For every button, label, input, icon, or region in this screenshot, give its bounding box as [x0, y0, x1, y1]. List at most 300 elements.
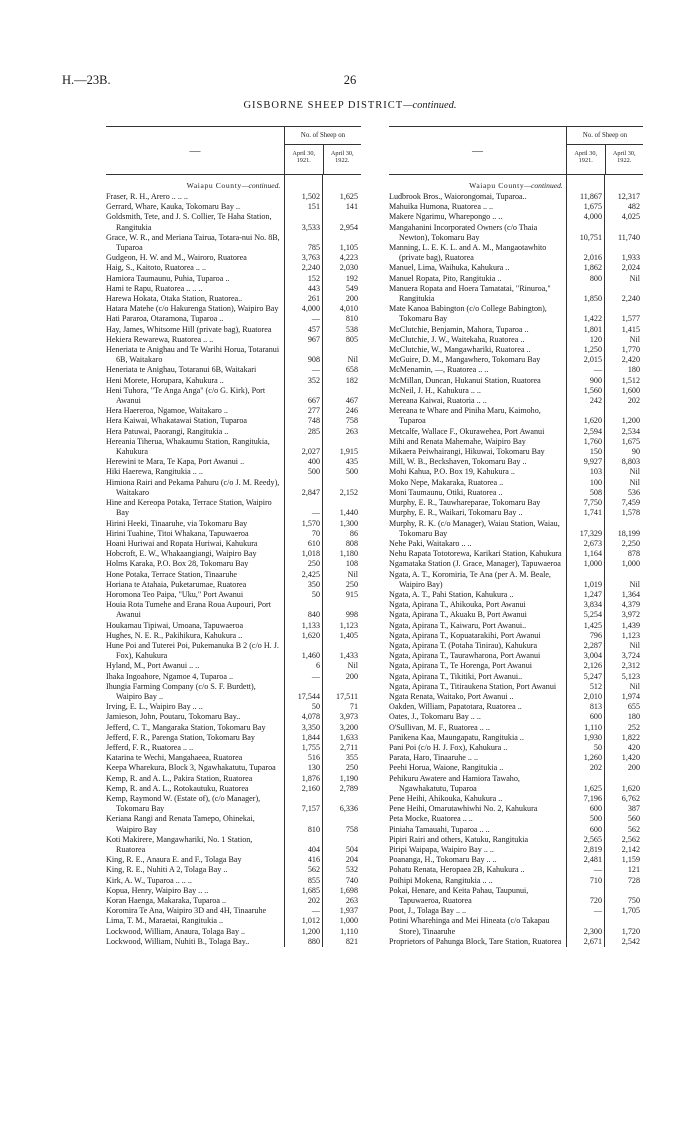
count-1922: 482	[627, 202, 640, 212]
count-1922: 3,200	[339, 722, 358, 732]
count-1922: 1,405	[339, 630, 358, 640]
page-number: 26	[343, 73, 357, 87]
owner-name: Ludbrook Bros., Waiorongomai, Tuparoa..	[389, 192, 527, 201]
owner-name: Mereana te Whare and Piniha Maru, Kaimoho, Tuparoa	[389, 406, 541, 426]
count-1922: 500	[345, 467, 358, 477]
count-1921: 2,481	[583, 855, 602, 865]
owner-name: Hereania Tiherua, Whakaumu Station, Rangitukia, Kahukura	[106, 436, 270, 457]
table-row	[389, 672, 643, 682]
count-1922: 2,534	[621, 426, 640, 436]
owner-name: McMenamin, —, Ruatorea .. ..	[389, 365, 489, 375]
count-1922: 821	[345, 936, 358, 946]
count-1922: 246	[345, 406, 358, 416]
count-1922: 4,223	[339, 253, 358, 263]
table-row	[106, 814, 361, 834]
count-1922: Nil	[629, 681, 640, 691]
owner-name: Mihi and Renata Mahemahe, Waipiro Bay	[389, 436, 526, 446]
owner-name: Koromira Te Ana, Waipiro 3D and 4H, Tinaaruhe	[106, 906, 267, 916]
owner-name: Hera Haereroa, Ngamoe, Waitakaro ..	[106, 406, 228, 416]
count-1922: 3,973	[339, 712, 358, 722]
count-1921: 4,000	[583, 212, 602, 222]
table-row	[389, 651, 643, 661]
owner-name: Heneriata te Anighau, Totaranui 6B, Waitakari	[106, 365, 257, 375]
row-list	[389, 192, 643, 947]
count-1922: 2,420	[621, 355, 640, 365]
owner-name: Hobcroft, E. W., Whakaangiangi, Waipiro Bay	[106, 549, 257, 559]
count-1922: 1,123	[621, 630, 640, 640]
count-1921: 2,425	[301, 569, 320, 579]
count-1922: 6,762	[621, 793, 640, 803]
owner-name: Hirini Heeki, Tinaaruhe, via Tokomaru Bay	[106, 518, 248, 528]
table-row	[106, 876, 361, 886]
table-row	[389, 498, 643, 508]
count-1921: 242	[589, 396, 602, 406]
count-1922: 3,724	[621, 651, 640, 661]
table-row	[106, 325, 361, 335]
owner-name: Pipiri Rairi and others, Katuku, Rangitukia	[389, 834, 529, 844]
table-row	[389, 733, 643, 743]
count-1921: 2,010	[583, 691, 602, 701]
count-1922: 2,954	[339, 222, 358, 232]
table-row	[389, 723, 643, 733]
table-row	[106, 498, 361, 518]
count-1921: 710	[589, 875, 602, 885]
table-row	[106, 641, 361, 661]
owner-name: Horomona Teo Paipa, "Uku," Port Awanui	[106, 589, 244, 599]
count-1921: 277	[307, 406, 320, 416]
count-1921: 6	[315, 661, 320, 671]
count-1921: 2,240	[301, 263, 320, 273]
table-row	[106, 927, 361, 937]
count-1922: 6,336	[339, 804, 358, 814]
count-1922: 1,578	[621, 508, 640, 518]
owner-name: Moko Nepe, Makaraka, Ruatorea ..	[389, 477, 504, 487]
table-row	[106, 253, 361, 263]
owner-name: Hay, James, Whitsome Hill (private bag), Ruatorea	[106, 324, 272, 334]
count-1922: 11,740	[618, 232, 640, 242]
count-1921: 610	[307, 538, 320, 548]
count-1922: 17,511	[336, 691, 358, 701]
table-row	[389, 559, 643, 569]
count-1922: 355	[345, 753, 358, 763]
count-1921: 202	[589, 763, 602, 773]
owner-name: Holms Karaka, P.O. Box 28, Tokomaru Bay	[106, 559, 249, 569]
table-row	[106, 794, 361, 814]
count-1921: 17,544	[297, 691, 320, 701]
count-1921: 840	[307, 610, 320, 620]
count-1921: 70	[311, 528, 320, 538]
row-list	[106, 192, 361, 947]
table-row	[389, 610, 643, 620]
table-header	[389, 126, 643, 175]
owner-name: Irving, E. L., Waipiro Bay .. ..	[106, 702, 203, 712]
count-1921: —	[593, 906, 602, 916]
count-1921: 748	[307, 416, 320, 426]
count-1922: 1,770	[621, 345, 640, 355]
count-1921: 151	[307, 202, 320, 212]
section-heading: Waiapu County—continued.	[469, 181, 563, 190]
owner-name: Hune Poi and Tuterei Poi, Pukemanuka B 2 (c/o H. J. Fox), Kahukura	[106, 640, 279, 661]
count-1922: Nil	[629, 334, 640, 344]
count-1921: 1,620	[301, 630, 320, 640]
count-1922: 200	[345, 671, 358, 681]
owner-name: Pohatu Renata, Heropaea 2B, Kahukura ..	[389, 865, 525, 875]
table-row	[389, 855, 643, 865]
count-1921: 400	[307, 457, 320, 467]
table-row	[389, 549, 643, 559]
table-row	[106, 906, 361, 916]
count-1921: 1,000	[583, 559, 602, 569]
count-1922: Nil	[347, 569, 358, 579]
count-1921: 1,876	[301, 773, 320, 783]
owner-name: Kirk, A. W., Tuparoa .. .. ..	[106, 875, 192, 885]
table-row	[106, 682, 361, 702]
owner-name: Jamieson, John, Poutaru, Tokomaru Bay..	[106, 712, 241, 722]
count-1921: 1,110	[584, 722, 602, 732]
owner-name: Manuera Ropata and Hoera Tamatatai, "Rinuroa," Rangitukia	[389, 283, 551, 304]
count-1922: 141	[345, 202, 358, 212]
count-1921: 5,247	[583, 671, 602, 681]
count-1921: 50	[593, 742, 602, 752]
table-row	[389, 223, 643, 243]
owner-name: Hatara Matehe (c/o Hakurenga Station), Waipiro Bay	[106, 304, 279, 314]
count-1921: 810	[307, 824, 320, 834]
table-row	[389, 447, 643, 457]
table-row	[389, 304, 643, 324]
owner-name: Ihaka Ingoahore, Ngamoe 4, Tuparoa ..	[106, 671, 233, 681]
count-1922: 1,915	[339, 447, 358, 457]
count-1921: 2,673	[583, 538, 602, 548]
count-1922: 1,698	[339, 885, 358, 895]
owner-name: Murphy, E. R., Waikari, Tokomaru Bay ..	[389, 508, 523, 518]
owner-name: O'Sullivan, M. F., Ruatorea .. ..	[389, 722, 490, 732]
section-heading: Waiapu County—continued.	[186, 181, 281, 190]
count-1921: 1,247	[583, 589, 602, 599]
count-1922: 1,200	[621, 416, 640, 426]
count-1922: 915	[345, 589, 358, 599]
count-1922: 878	[627, 549, 640, 559]
count-1922: 998	[345, 610, 358, 620]
count-1921: 2,016	[583, 253, 602, 263]
count-1922: 86	[349, 528, 358, 538]
count-1921: 2,287	[583, 640, 602, 650]
count-1921: 350	[307, 579, 320, 589]
count-1922: 1,600	[621, 385, 640, 395]
count-1922: 2,024	[621, 263, 640, 273]
owner-name: Nehe Paki, Waitakaro .. ..	[389, 538, 472, 548]
count-1922: 252	[627, 722, 640, 732]
owner-name: Peehi Horua, Waione, Rangitukia ..	[389, 763, 504, 773]
table-body	[106, 175, 361, 947]
owner-name: Murphy, E. R., Tauwhareparae, Tokomaru Bay	[389, 498, 541, 508]
owner-name: Peta Mocke, Ruatorea .. ..	[389, 814, 473, 824]
table-row	[106, 478, 361, 498]
date-1921-header: April 30, 1921.	[292, 150, 316, 165]
count-1921: 152	[307, 273, 320, 283]
count-1921: 285	[307, 426, 320, 436]
count-1922: 1,822	[621, 732, 640, 742]
sheep-count-header	[567, 127, 643, 174]
table-row	[389, 355, 643, 365]
count-1922: 2,030	[339, 263, 358, 273]
count-1921: 2,819	[583, 845, 602, 854]
count-1922: 1,974	[621, 691, 640, 701]
owner-name: Mereana Kaiwai, Ruatoria .. ..	[389, 396, 487, 406]
count-1921: —	[311, 906, 320, 916]
count-1921: 1,862	[583, 263, 602, 273]
table-row	[389, 641, 643, 651]
table-row	[106, 774, 361, 784]
sheep-group-label: No. of Sheep on	[285, 127, 361, 145]
count-1922: 2,312	[621, 661, 640, 671]
count-1922: 71	[349, 702, 358, 712]
table-row	[389, 835, 643, 845]
owner-name: Ngata, Apirana T., Ahikouka, Port Awanui	[389, 600, 526, 610]
count-1921: 103	[589, 467, 602, 477]
table-row	[106, 314, 361, 324]
owner-name: Keepa Wharekura, Block 3, Ngawhakatutu, Tuparoa	[106, 763, 276, 773]
count-1921: 800	[589, 273, 602, 283]
owner-name: Kemp, Raymond W. (Estate of), (c/o Manager), Tokomaru Bay	[106, 793, 261, 814]
owner-name: Ngata, A. T., Koromiria, Te Ana (per A. M. Beale, Waipiro Bay)	[389, 569, 551, 589]
owner-name: Hati Pararoa, Otaramona, Tuparoa ..	[106, 314, 224, 324]
count-1921: —	[593, 865, 602, 875]
owner-name: Lockwood, William, Anaura, Tolaga Bay ..	[106, 926, 246, 936]
owner-name: Murphy, R. K. (c/o Manager), Waiau Station, Waiau, Tokomaru Bay	[389, 518, 560, 538]
table-row	[106, 519, 361, 529]
count-1922: 560	[627, 814, 640, 824]
table-row	[389, 743, 643, 753]
count-1922: 1,937	[339, 906, 358, 916]
owner-name: Hekiera Rewarewa, Ruatorea .. ..	[106, 334, 214, 344]
table-row	[389, 804, 643, 814]
table-row	[389, 570, 643, 590]
count-1921: 516	[307, 753, 320, 763]
owner-name: Ngata, A. T., Pahi Station, Kahukura ..	[389, 589, 514, 599]
count-1922: 420	[627, 742, 640, 752]
owner-name: Heni Tuhora, "Te Anga Anga" (c/o G. Kirk), Port Awanui	[106, 385, 266, 406]
count-1921: 2,126	[583, 661, 602, 671]
count-1922: 108	[345, 559, 358, 569]
table-row	[106, 284, 361, 294]
table-row	[389, 774, 643, 794]
count-1922: Nil	[629, 579, 640, 589]
table-row	[106, 590, 361, 600]
count-1922: 1,933	[621, 253, 640, 263]
table-row	[389, 478, 643, 488]
owner-name: Metcalfe, Wallace F., Okurawehea, Port Awanui	[389, 426, 545, 436]
district-suffix: —continued.	[403, 100, 457, 111]
table-row	[389, 335, 643, 345]
table-row	[106, 621, 361, 631]
count-1921: 250	[307, 559, 320, 569]
count-1922: 740	[345, 875, 358, 885]
district-title	[0, 100, 700, 111]
count-1922: 1,420	[621, 753, 640, 763]
count-1921: —	[311, 508, 320, 518]
count-1921: 1,625	[583, 783, 602, 793]
count-1922: Nil	[347, 355, 358, 365]
count-1921: 4,078	[301, 712, 320, 722]
owner-name: Ngamataka Station (J. Grace, Manager), Tapuwaeroa	[389, 559, 561, 569]
owner-name: Hyland, M., Port Awanui .. ..	[106, 661, 200, 671]
count-1921: —	[311, 314, 320, 324]
table-row	[389, 712, 643, 722]
count-1922: Nil	[347, 661, 358, 671]
count-1922: Nil	[629, 467, 640, 477]
table-row	[389, 519, 643, 539]
owner-name: Potini Wharehinga and Mei Hineata (c/o Takapau Store), Tinaaruhe	[389, 916, 550, 936]
count-1922: 549	[345, 283, 358, 293]
table-row	[389, 845, 643, 855]
count-1922: 1,675	[621, 436, 640, 446]
count-1921: 562	[307, 865, 320, 875]
table-row	[106, 865, 361, 875]
owner-name: Piniaha Tamauahi, Tuparoa .. ..	[389, 824, 490, 834]
count-1921: 1,018	[301, 549, 320, 559]
table-row	[106, 896, 361, 906]
right-table	[389, 126, 643, 947]
owner-name: Jefferd, F. R., Ruatorea .. ..	[106, 742, 194, 752]
table-row	[389, 600, 643, 610]
owner-name: Poot, J., Tolaga Bay .. ..	[389, 906, 467, 916]
table-header	[106, 126, 361, 175]
owner-name: Harewa Hokata, Otaka Station, Ruatorea..	[106, 294, 243, 304]
table-row	[106, 723, 361, 733]
owner-name: Houkamau Tipiwai, Umoana, Tapuwaeroa	[106, 620, 244, 630]
count-1922: 1,620	[621, 783, 640, 793]
count-1921: 967	[307, 334, 320, 344]
count-1922: 180	[627, 712, 640, 722]
count-1922: 2,789	[339, 783, 358, 793]
count-1922: 1,300	[339, 518, 358, 528]
name-column-header: —	[106, 127, 285, 174]
owner-name: Pokai, Henare, and Keita Pahau, Taupunui, Tapuwaeroa, Ruatorea	[389, 885, 529, 906]
count-1922: 2,152	[339, 487, 358, 497]
count-1922: 2,542	[621, 936, 640, 946]
count-1922: 1,720	[621, 926, 640, 936]
count-1921: 100	[589, 477, 602, 487]
table-row	[106, 712, 361, 722]
table-row	[389, 621, 643, 631]
owner-name: Hoani Huriwai and Ropata Huriwai, Kahukura	[106, 538, 258, 548]
owner-name: Makere Ngarimu, Wharepongo .. ..	[389, 212, 503, 222]
count-1922: 1,110	[340, 926, 358, 936]
date-1922-header: April 30, 1922.	[323, 145, 362, 174]
count-1922: 5,123	[621, 671, 640, 681]
count-1922: 1,577	[621, 314, 640, 324]
owner-name: Hera Kaiwai, Whakatawai Station, Tuparoa	[106, 416, 248, 426]
owner-name: Mate Kanoa Babington (c/o College Babington), Tokomaru Bay	[389, 304, 547, 324]
count-1922: 1,190	[339, 773, 358, 783]
table-row	[389, 702, 643, 712]
count-1922: 192	[345, 273, 358, 283]
owner-name: Pehikuru Awatere and Hamiora Tawaho, Ngawhakatutu, Tuparoa	[389, 773, 520, 793]
table-row	[106, 406, 361, 416]
owner-name: Mikaera Peiwhairangi, Hikuwai, Tokomaru Bay	[389, 447, 545, 457]
table-row	[389, 212, 643, 222]
count-1921: —	[593, 365, 602, 375]
table-row	[389, 814, 643, 824]
count-1922: 200	[627, 763, 640, 773]
table-row	[106, 386, 361, 406]
count-1922: 180	[627, 365, 640, 375]
owner-name: Hirini Tuahine, Titoi Whakana, Tapuwaeroa	[106, 528, 249, 538]
count-1921: 261	[307, 294, 320, 304]
table-row	[106, 835, 361, 855]
date-1921-header: April 30, 1921.	[574, 150, 598, 165]
count-1921: 443	[307, 283, 320, 293]
count-1921: 1,741	[583, 508, 602, 518]
owner-name: Kemp, R. and A. L., Rotokautuku, Ruatorea	[106, 783, 249, 793]
table-row	[106, 416, 361, 426]
count-1922: 7,459	[621, 498, 640, 508]
owner-name: Horiana te Atahaia, Puketarumae, Ruatorea	[106, 579, 247, 589]
table-row	[106, 784, 361, 794]
table-row	[106, 937, 361, 947]
count-1921: 2,847	[301, 487, 320, 497]
table-row	[106, 233, 361, 253]
table-row	[389, 406, 643, 426]
owner-name: Ngata, Apirana T., Te Horenga, Port Awanui	[389, 661, 532, 671]
count-1921: 1,164	[583, 549, 602, 559]
table-row	[389, 763, 643, 773]
owner-name: Proprietors of Pahunga Block, Tare Station, Ruatorea	[389, 936, 562, 946]
count-1921: 500	[307, 467, 320, 477]
count-1921: 7,196	[583, 793, 602, 803]
table-row	[106, 457, 361, 467]
table-row	[106, 192, 361, 202]
count-1922: Nil	[629, 640, 640, 650]
owner-name: Panikena Kaa, Maungapatu, Rangitukia ..	[389, 732, 524, 742]
count-1921: 4,000	[301, 304, 320, 314]
count-1922: 2,562	[621, 834, 640, 844]
count-1922: 1,159	[621, 855, 640, 865]
count-1922: 204	[345, 855, 358, 865]
table-row	[106, 274, 361, 284]
count-1922: 1,705	[621, 906, 640, 916]
table-row	[389, 692, 643, 702]
owner-name: Himiona Rairi and Pekama Pahuru (c/o J. M. Reedy), Waitakaro	[106, 477, 280, 497]
count-1922: 1,625	[339, 192, 358, 201]
page-reference: H.—23B.	[62, 73, 111, 87]
table-row	[389, 274, 643, 284]
count-1922: 1,440	[339, 508, 358, 518]
table-row	[106, 580, 361, 590]
sheep-count-header	[285, 127, 361, 174]
count-1922: 658	[345, 365, 358, 375]
owner-name: Jefferd, C. T., Mangaraka Station, Tokomaru Bay	[106, 722, 266, 732]
table-row	[106, 600, 361, 620]
table-row	[389, 345, 643, 355]
count-1922: 435	[345, 457, 358, 467]
count-1921: —	[311, 365, 320, 375]
count-1921: 900	[589, 375, 602, 385]
count-1921: 50	[311, 702, 320, 712]
count-1922: 1,105	[339, 243, 358, 253]
table-row	[389, 325, 643, 335]
table-row	[389, 865, 643, 875]
count-1921: 1,685	[301, 885, 320, 895]
count-1921: 352	[307, 375, 320, 385]
table-row	[106, 345, 361, 365]
table-row	[389, 284, 643, 304]
table-row	[389, 590, 643, 600]
owner-name: Moni Taumaunu, Otiki, Ruatorea ..	[389, 487, 503, 497]
owner-name: Nehu Rapata Tototorewa, Karikari Station, Kahukura	[389, 549, 562, 559]
count-1921: 508	[589, 487, 602, 497]
count-1921: 1,502	[301, 192, 320, 201]
